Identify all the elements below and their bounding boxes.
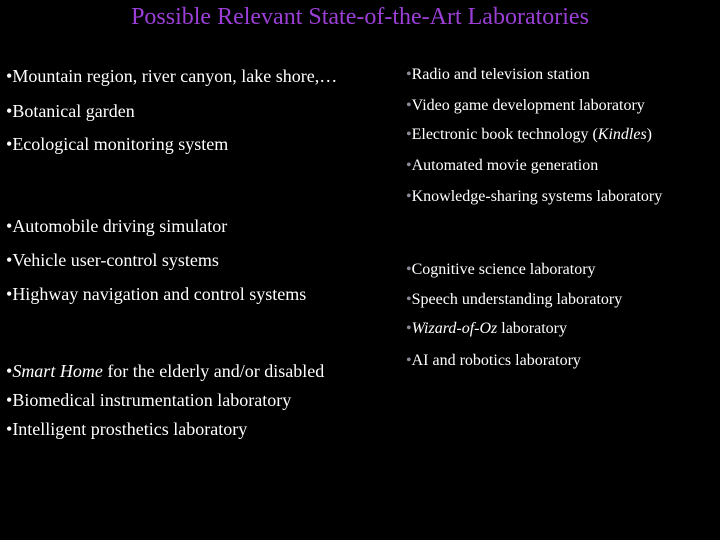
bullet-marker: •: [6, 250, 13, 270]
right-item-ai-robotics: [406, 352, 581, 370]
item-text: Knowledge-sharing systems laboratory: [411, 188, 663, 205]
left-item-prosthetics: [6, 419, 247, 440]
right-item-wizard-of-oz: [406, 320, 567, 338]
bullet-marker: •: [406, 261, 412, 278]
item-text: Biomedical instrumentation laboratory: [12, 390, 292, 410]
item-text: Mountain region, river canyon, lake shore,…: [12, 66, 338, 86]
bullet-marker: •: [406, 352, 412, 369]
item-text: Electronic book technology (: [411, 126, 598, 143]
item-text: Radio and television station: [411, 66, 590, 83]
left-item-highway-navigation: [6, 284, 306, 305]
left-item-botanical-garden: [6, 101, 135, 122]
item-text: Speech understanding laboratory: [411, 291, 623, 308]
bullet-marker: •: [6, 390, 13, 410]
bullet-marker: •: [406, 188, 412, 205]
item-text: Kindles: [597, 126, 647, 143]
left-item-ecological-monitoring: [6, 134, 228, 155]
bullet-marker: •: [406, 126, 412, 143]
bullet-marker: •: [6, 419, 13, 439]
left-item-smart-home: [6, 361, 324, 382]
item-text: Automobile driving simulator: [12, 216, 228, 236]
item-text: Highway navigation and control systems: [12, 284, 307, 304]
bullet-marker: •: [406, 291, 412, 308]
right-item-movie-generation: [406, 157, 598, 175]
bullet-marker: •: [406, 320, 412, 337]
item-text: Automated movie generation: [411, 157, 599, 174]
bullet-marker: •: [6, 284, 13, 304]
right-item-cognitive-science: [406, 261, 596, 279]
item-text: Cognitive science laboratory: [411, 261, 596, 278]
left-item-biomedical: [6, 390, 291, 411]
item-text: Vehicle user-control systems: [12, 250, 219, 270]
bullet-marker: •: [6, 361, 13, 381]
item-text: Botanical garden: [12, 101, 135, 121]
left-item-vehicle-control: [6, 250, 219, 271]
right-item-ebook: [406, 126, 652, 144]
item-text: Ecological monitoring system: [12, 134, 229, 154]
right-item-video-game: [406, 97, 645, 115]
item-text: Smart Home: [12, 361, 103, 381]
item-text: ): [646, 126, 652, 143]
bullet-marker: •: [406, 66, 412, 83]
right-item-radio-tv: [406, 66, 590, 84]
slide-title: Possible Relevant State-of-the-Art Laboratories: [131, 4, 589, 30]
right-item-speech: [406, 291, 622, 309]
bullet-marker: •: [406, 157, 412, 174]
item-text: AI and robotics laboratory: [411, 352, 581, 369]
item-text: Wizard-of-Oz: [411, 320, 498, 337]
item-text: for the elderly and/or disabled: [102, 361, 325, 381]
item-text: laboratory: [497, 320, 567, 337]
right-item-knowledge-sharing: [406, 188, 662, 206]
bullet-marker: •: [406, 97, 412, 114]
bullet-marker: •: [6, 66, 13, 86]
bullet-marker: •: [6, 134, 13, 154]
item-text: Video game development laboratory: [411, 97, 645, 114]
item-text: Intelligent prosthetics laboratory: [12, 419, 248, 439]
bullet-marker: •: [6, 101, 13, 121]
left-item-driving-simulator: [6, 216, 227, 237]
bullet-marker: •: [6, 216, 13, 236]
left-item-mountain-region: [6, 66, 337, 87]
